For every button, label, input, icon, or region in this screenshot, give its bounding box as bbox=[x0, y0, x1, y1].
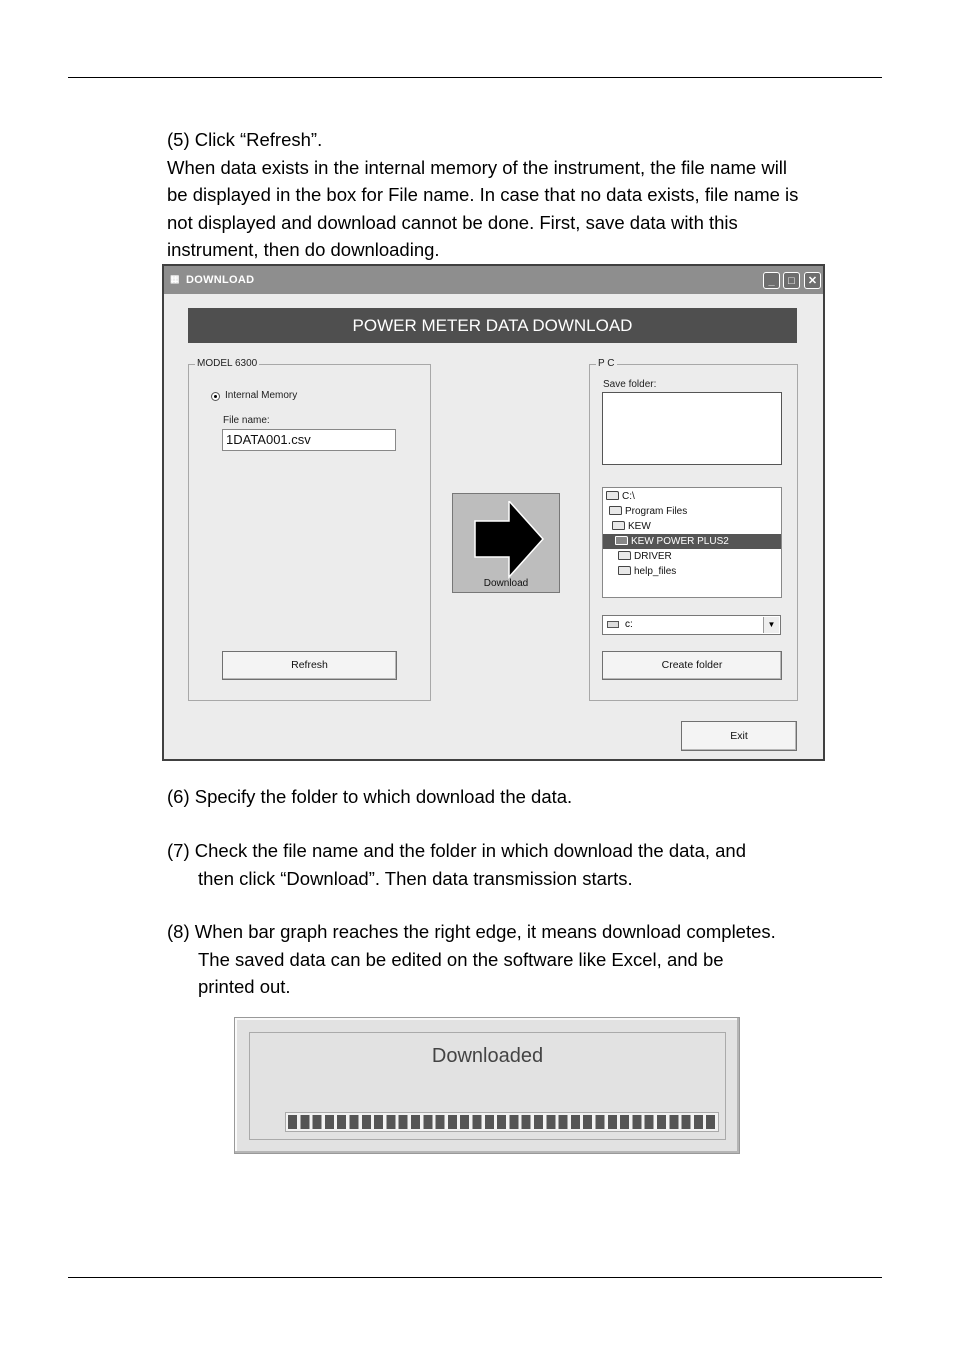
step8-text bbox=[167, 918, 776, 1001]
step8-line: The saved data can be edited on the software like Excel, and be bbox=[198, 948, 724, 970]
step5-line: When data exists in the internal memory of the instrument, the file name will bbox=[167, 156, 788, 178]
folder-icon bbox=[615, 536, 628, 545]
bottom-rule bbox=[68, 1277, 882, 1278]
tree-item-label: KEW POWER PLUS2 bbox=[631, 536, 729, 547]
minimize-icon[interactable]: _ bbox=[763, 272, 780, 289]
step6-text bbox=[167, 783, 572, 811]
step5-text bbox=[167, 126, 798, 264]
tree-item-program-files[interactable] bbox=[603, 504, 781, 519]
top-rule bbox=[68, 77, 882, 78]
download-label: Download bbox=[483, 578, 529, 589]
tree-item-kew[interactable] bbox=[603, 519, 781, 534]
maximize-icon[interactable]: □ bbox=[783, 272, 800, 289]
step7-text bbox=[167, 837, 746, 892]
drive-value: c: bbox=[625, 619, 633, 630]
model-group-label: MODEL 6300 bbox=[197, 358, 258, 369]
download-dialog bbox=[162, 264, 825, 761]
tree-item-label: DRIVER bbox=[634, 551, 672, 562]
close-icon[interactable]: ✕ bbox=[804, 272, 821, 289]
tree-item-kew-power-plus2[interactable] bbox=[603, 534, 781, 549]
progress-bar-fill bbox=[288, 1115, 716, 1129]
app-icon: ▦ bbox=[170, 274, 180, 285]
folder-icon bbox=[609, 506, 622, 515]
arrow-right-icon bbox=[473, 501, 545, 581]
banner-title: POWER METER DATA DOWNLOAD bbox=[188, 308, 797, 343]
tree-item-help-files[interactable] bbox=[603, 564, 781, 579]
folder-icon bbox=[606, 491, 619, 500]
step6-line: (6) Specify the folder to which download the data. bbox=[167, 786, 573, 807]
exit-button[interactable]: Exit bbox=[681, 721, 797, 751]
step5-line: (5) Click “Refresh”. bbox=[167, 129, 323, 150]
folder-tree[interactable] bbox=[602, 487, 782, 598]
progress-bar bbox=[285, 1112, 719, 1132]
step5-line: not displayed and download cannot be done. First, save data with this bbox=[167, 211, 738, 233]
internal-memory-radio[interactable] bbox=[211, 392, 220, 401]
folder-icon bbox=[618, 551, 631, 560]
tree-item-label: C:\ bbox=[622, 491, 635, 502]
file-name-label: File name: bbox=[223, 415, 270, 426]
step7-line: (7) Check the file name and the folder in which download the data, and bbox=[167, 840, 747, 861]
window-title: DOWNLOAD bbox=[186, 274, 255, 286]
step8-line: (8) When bar graph reaches the right edge, it means download completes. bbox=[167, 921, 776, 942]
refresh-button[interactable]: Refresh bbox=[222, 651, 397, 680]
progress-frame bbox=[249, 1032, 726, 1140]
tree-item-label: Program Files bbox=[625, 506, 688, 517]
drive-select[interactable] bbox=[602, 615, 781, 635]
save-folder-label: Save folder: bbox=[603, 379, 657, 390]
step5-line: be displayed in the box for File name. In case that no data exists, file name is bbox=[167, 184, 799, 205]
step7-line: then click “Download”. Then data transmission starts. bbox=[198, 867, 633, 889]
drive-icon bbox=[607, 621, 619, 628]
file-name-field[interactable]: 1DATA001.csv bbox=[222, 429, 396, 451]
tree-item-driver[interactable] bbox=[603, 549, 781, 564]
folder-icon bbox=[618, 566, 631, 575]
download-button[interactable] bbox=[452, 493, 560, 593]
chevron-down-icon[interactable]: ▼ bbox=[763, 617, 779, 633]
tree-item-label: help_files bbox=[634, 566, 677, 577]
tree-item-label: KEW bbox=[628, 521, 651, 532]
pc-group-label: P C bbox=[598, 358, 615, 369]
internal-memory-label: Internal Memory bbox=[225, 390, 298, 401]
step5-line: instrument, then do downloading. bbox=[167, 239, 440, 260]
download-progress-panel bbox=[234, 1017, 740, 1154]
save-folder-box[interactable] bbox=[602, 392, 782, 465]
tree-item-c[interactable] bbox=[603, 489, 781, 504]
progress-title: Downloaded bbox=[431, 1045, 544, 1067]
create-folder-button[interactable]: Create folder bbox=[602, 651, 782, 680]
folder-icon bbox=[612, 521, 625, 530]
title-bar[interactable] bbox=[164, 266, 823, 294]
step8-line: printed out. bbox=[198, 976, 291, 997]
